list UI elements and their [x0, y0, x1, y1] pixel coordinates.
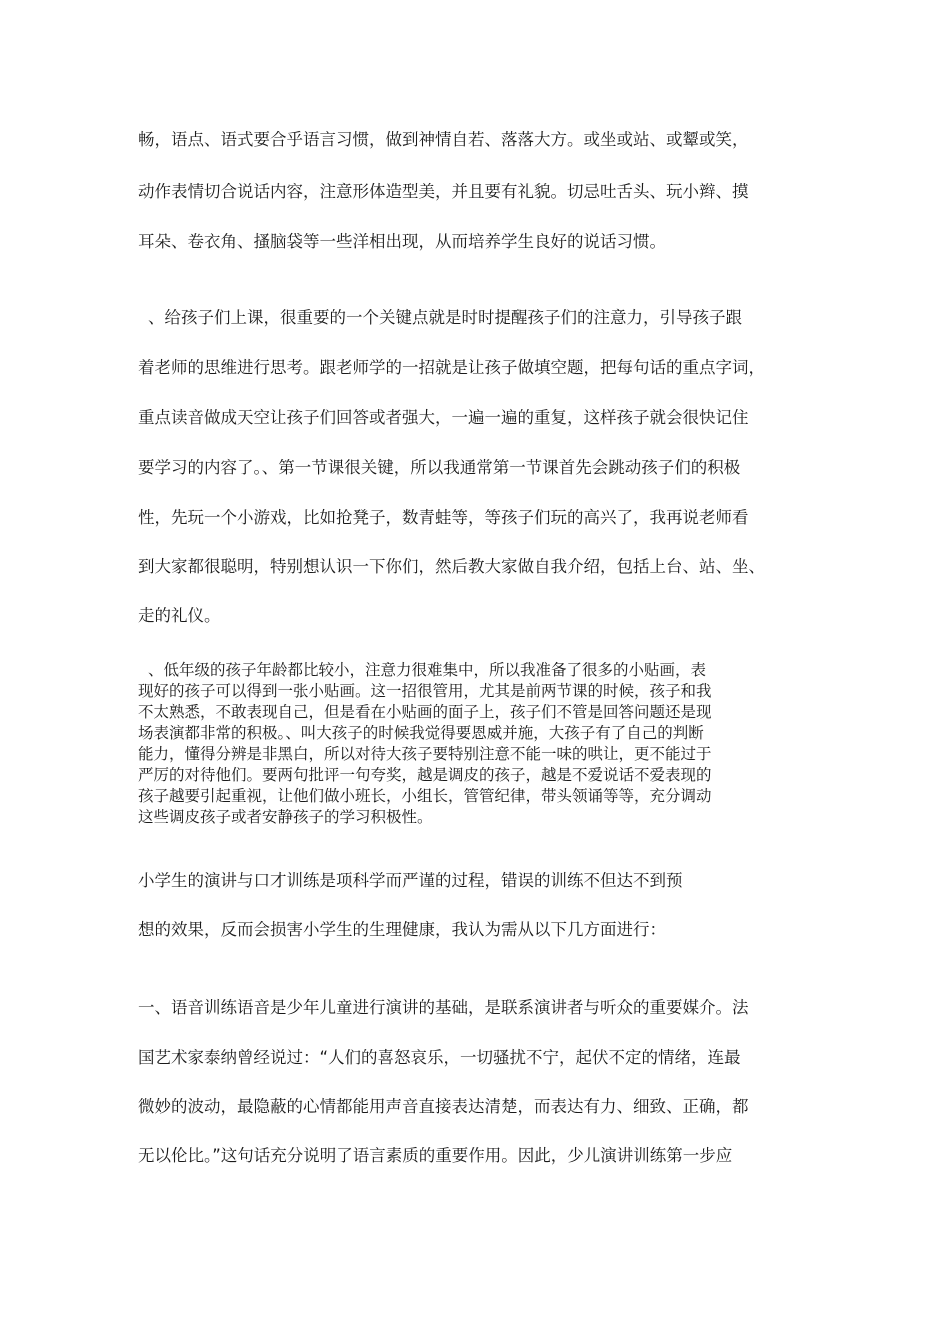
paragraph-line: 动作表情切合说话内容，注意形体造型美，并且要有礼貌。切忌吐舌头、玩小辫、摸: [138, 182, 749, 201]
paragraph-line: 着老师的思维进行思考。跟老师学的一招就是让孩子做填空题，把每句话的重点字词，: [138, 358, 765, 377]
dense-paragraph: [138, 660, 818, 828]
paragraph-line: 能力，懂得分辨是非黑白，所以对待大孩子要特别注意不能一味的哄让，更不能过于: [138, 745, 712, 763]
paragraph-line: 到大家都很聪明，特别想认识一下你们，然后教大家做自我介绍，包括上台、站、坐、: [138, 557, 765, 576]
paragraph-line: 一、语音训练语音是少年儿童进行演讲的基础，是联系演讲者与听众的重要媒介。法: [138, 998, 749, 1017]
paragraph-line: 无以伦比。”这句话充分说明了语言素质的重要作用。因此，少儿演讲训练第一步应: [138, 1146, 733, 1165]
paragraph-line: 想的效果，反而会损害小学生的生理健康，我认为需从以下几方面进行：: [138, 920, 666, 939]
paragraph-line: 这些调皮孩子或者安静孩子的学习积极性。: [138, 808, 433, 826]
paragraph-line: 不太熟悉，不敢表现自己，但是看在小贴画的面子上，孩子们不管是回答问题还是现: [138, 703, 712, 721]
paragraph-line: 微妙的波动，最隐蔽的心情都能用声音直接表达清楚，而表达有力、细致、正确，都: [138, 1097, 749, 1116]
paragraph-line: 严厉的对待他们。要两句批评一句夸奖，越是调皮的孩子，越是不爱说话不爱表现的: [138, 766, 712, 784]
paragraph-line: 性，先玩一个小游戏，比如抢凳子，数青蛙等，等孩子们玩的高兴了，我再说老师看: [138, 508, 749, 527]
paragraph-line: 小学生的演讲与口才训练是项科学而严谨的过程，错误的训练不但达不到预: [138, 871, 683, 890]
paragraph-line: 孩子越要引起重视，让他们做小班长，小组长，管管纪律，带头领诵等等，充分调动: [138, 787, 712, 805]
paragraph-line: 、给孩子们上课，很重要的一个关键点就是时时提醒孩子们的注意力，引导孩子跟: [148, 308, 742, 327]
paragraph-line: 国艺术家泰纳曾经说过：“人们的喜怒哀乐，一切骚扰不宁，起伏不定的情绪，连最: [138, 1048, 741, 1067]
paragraph-line: 场表演都非常的积极。、叫大孩子的时候我觉得要恩威并施，大孩子有了自己的判断: [138, 724, 704, 742]
paragraph-line: 重点读音做成天空让孩子们回答或者强大，一遍一遍的重复，这样孩子就会很快记住: [138, 408, 749, 427]
paragraph-line: 现好的孩子可以得到一张小贴画。这一招很管用，尤其是前两节课的时候，孩子和我: [138, 682, 712, 700]
paragraph-line: 要学习的内容了。、第一节课很关键，所以我通常第一节课首先会跳动孩子们的积极: [138, 458, 741, 477]
paragraph-line: 走的礼仪。: [138, 606, 221, 625]
paragraph-line: 畅，语点、语式要合乎语言习惯，做到神情自若、落落大方。或坐或站、或颦或笑，: [138, 130, 749, 149]
paragraph-line: 耳朵、卷衣角、搔脑袋等一些洋相出现，从而培养学生良好的说话习惯。: [138, 232, 666, 251]
paragraph-line: 、低年级的孩子年龄都比较小，注意力很难集中，所以我准备了很多的小贴画，表: [148, 661, 707, 679]
